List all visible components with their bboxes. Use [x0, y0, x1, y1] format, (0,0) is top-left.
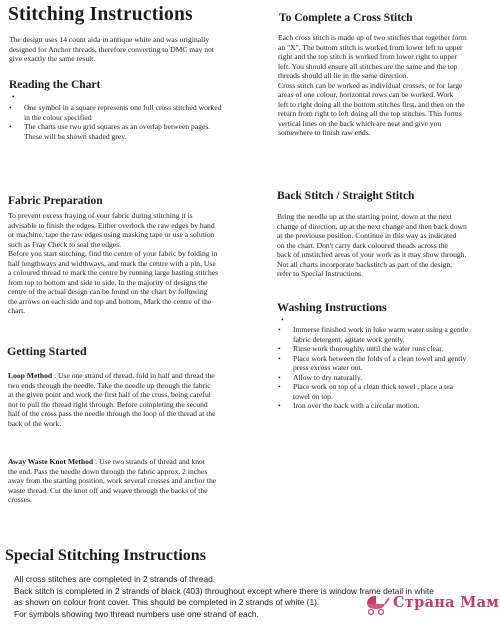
list-item: [274, 325, 500, 344]
bullet-marker: •: [281, 315, 284, 324]
text-line: two ends through the needle. Take the needle up through the fabric: [8, 380, 211, 390]
watermark: [363, 593, 500, 615]
text-line: [8, 457, 288, 467]
text-line: chart.: [8, 306, 26, 316]
bullet-marker: •: [12, 92, 15, 101]
text-line: The design uses 14 count aida in antique white and was originally: [9, 35, 210, 44]
away-waste-knot-label: Away Waste Knot Method: [8, 457, 94, 466]
text-line: designed for Anchor threads, therefore converting to DMC may not: [9, 44, 214, 54]
away-waste-knot-text: [8, 457, 288, 505]
list-item: [274, 382, 500, 401]
back-stitch-text: [277, 212, 500, 279]
text-line: return from right to left doing all the top stitches. This forms: [278, 109, 462, 119]
text-line: centre of the actual design can be found on the chart by following: [8, 287, 208, 297]
complete-cross-stitch-text: [278, 33, 500, 138]
text-line: such as Fray Check to seal the edges.: [8, 239, 122, 249]
text-line: back of the work.: [8, 418, 62, 428]
text-line: These will be shown shaded grey.: [24, 131, 127, 141]
list-item: [5, 103, 285, 122]
text-line: For symbols showing two thread numbers use one strand of each.: [14, 608, 259, 619]
list-item: [5, 122, 285, 141]
text-line: threads should all lie in the same direction.: [278, 71, 409, 81]
text-line: at the previouse position. Continue in this way as indicated: [277, 231, 457, 241]
text-line: : Use two strands of thread and knot: [93, 457, 205, 466]
text-line: The charts use two grid squares as an overlap between pages.: [24, 122, 211, 132]
stroller-icon: [363, 593, 391, 615]
loop-method-text: [8, 371, 288, 428]
text-line: Bring the needle up at the starting point, down at the next: [277, 212, 452, 221]
fabric-preparation-text: [8, 211, 288, 316]
page-title: Stitching Instructions: [8, 4, 193, 25]
text-line: away from the starting position, work several crosses and anchor the: [8, 476, 217, 486]
text-line: Back stitch is completed in 2 strands of black (403) throughout except where there is window frame detail in white: [14, 585, 434, 596]
list-item: [274, 354, 500, 373]
watermark-text: Страна Мам: [393, 594, 500, 611]
text-line: a coloured thread to mark the centre by running large basting stitches: [8, 268, 219, 278]
text-line: Place work between the folds of a clean towel and gently: [293, 353, 467, 363]
text-line: Each cross stitch is made up of two stitches that together form: [278, 33, 467, 42]
text-line: left. You should ensure all stitches are the same and the top: [278, 61, 458, 71]
text-line: Allow to dry naturally.: [293, 372, 363, 382]
text-line: [8, 371, 288, 381]
text-line: fabric detergent, agitate work gently.: [293, 334, 405, 344]
text-line: waste thread. Cut the knot off and weave through the backs of the: [8, 485, 208, 495]
text-line: Before you start stitching, find the centre of your fabric by folding in: [8, 249, 218, 259]
text-line: All cross stitches are completed in 2 strands of thread.: [14, 574, 216, 584]
text-line: towel on top.: [293, 391, 333, 401]
text-line: crosses.: [8, 495, 32, 505]
intro-text: [9, 35, 279, 64]
text-line: in the colour specified: [24, 112, 92, 122]
text-line: Rinse work thoroughly, until the water runs clear.: [293, 344, 444, 354]
text-line: refer to Special Instructions.: [277, 269, 364, 279]
text-line: press excess water out.: [293, 363, 363, 373]
text-line: half lengthways and widthways, and mark the centre with a pin. Use: [8, 258, 216, 268]
list-item: [274, 344, 500, 354]
reading-chart-list: [5, 103, 285, 141]
back-stitch-heading: Back Stitch / Straight Stitch: [277, 190, 415, 202]
text-line: as shown on colour front cover. This should be completed in 2 strands of white (1).: [14, 597, 320, 608]
text-line: Cross stitch can be worked as individual crosses, or for large: [278, 80, 463, 90]
text-line: on the chart. Don't carry dark coloured theads across the: [277, 240, 448, 250]
reading-chart-heading: Reading the Chart: [9, 79, 101, 91]
text-line: give exactly the same result.: [9, 54, 96, 64]
text-line: Iron over the back with a circular motion.: [293, 401, 420, 411]
text-line: not to pull the thread right through. Before completing the second: [8, 399, 208, 409]
text-line: from top to bottom and side to side. In the majority of designs the: [8, 277, 208, 287]
text-line: at the given point and work the first half of the cross, being careful: [8, 390, 211, 400]
text-line: Not all charts incorporate backstitch as part of the design,: [277, 259, 453, 269]
washing-instructions-heading: Washing Instructions: [277, 300, 387, 314]
complete-cross-stitch-heading: To Complete a Cross Stitch: [279, 12, 413, 24]
text-line: an "X". The bottom stitch is worked from lower left to upper: [278, 42, 463, 52]
text-line: advisable to finish the edges. Either overlock the raw edges by hand: [8, 220, 215, 230]
loop-method-label: Loop Method: [8, 371, 53, 380]
list-item: [274, 373, 500, 383]
getting-started-heading: Getting Started: [7, 344, 87, 358]
text-line: Place work on top of a clean thick towel , place a tea: [293, 382, 454, 392]
fabric-preparation-heading: Fabric Preparation: [8, 195, 103, 207]
text-line: : Use one strand of thread, fold in half and thread the: [52, 371, 215, 380]
text-line: areas of one colour, horizontal rows can be worked. Work: [278, 90, 454, 100]
text-line: somewhere to finish raw ends.: [278, 128, 371, 138]
special-instructions-heading: Special Stitching Instructions: [5, 547, 206, 564]
text-line: Immerse finished work in luke warm water using a gentle: [293, 325, 469, 334]
text-line: the arrows on each side and top and bottom, Mark the centre of the: [8, 296, 212, 306]
text-line: To prevent excess fraying of your fabric during stitching it is: [8, 211, 193, 220]
list-item: [274, 401, 500, 411]
text-line: change of direction, up at the next change and then back down: [277, 221, 467, 231]
text-line: or machine, tape the raw edges using masking tape or use a solution: [8, 230, 215, 240]
text-line: vertical lines on the back which are neat and give you: [278, 118, 442, 128]
washing-instructions-list: [274, 325, 500, 411]
text-line: right and the top stitch is worked from lower right to upper: [278, 52, 458, 62]
text-line: left to right doing all the bottom stitches first, and then on the: [278, 99, 465, 109]
text-line: the end. Pass the needle down through the fabric approx. 2 inches: [8, 466, 208, 476]
text-line: half of the cross pass the needle through the loop of the thread at the: [8, 409, 216, 419]
text-line: back of unstitched areas of your work as it may show through.: [277, 250, 467, 260]
text-line: One symbol in a square represents one full cross stitched worked: [24, 103, 222, 112]
